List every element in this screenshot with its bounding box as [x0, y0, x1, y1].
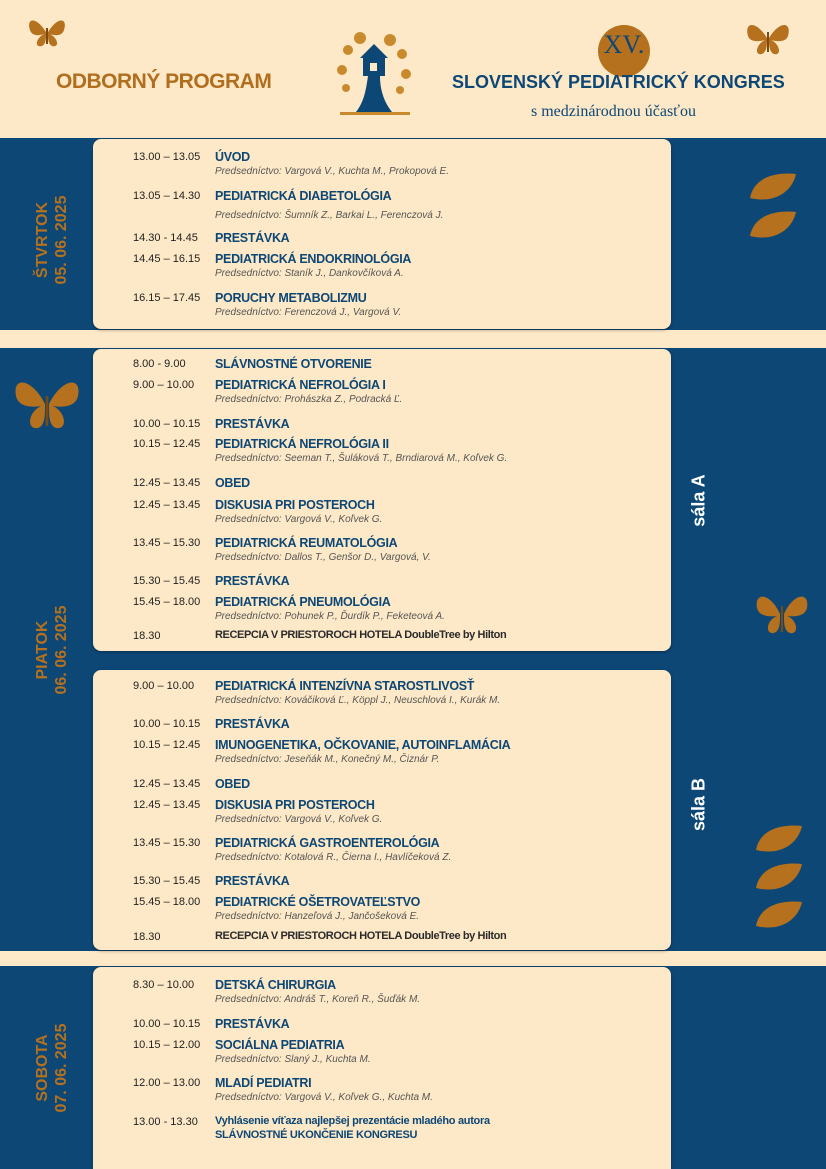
session-title: RECEPCIA V PRIESTOROCH HOTELA DoubleTree by Hilton — [215, 930, 507, 942]
list-item — [133, 799, 653, 827]
list-item — [133, 596, 653, 624]
session-time: 14.30 - 14.45 — [133, 232, 198, 244]
session-title: PEDIATRICKÁ NEFROLÓGIA II — [215, 437, 389, 451]
session-title: SOCIÁLNA PEDIATRIA — [215, 1038, 345, 1052]
list-item — [133, 189, 653, 221]
friday-label — [33, 580, 71, 720]
page-header — [0, 0, 826, 138]
session-time: 10.15 – 12.45 — [133, 739, 201, 751]
session-title: PEDIATRICKÁ DIABETOLÓGIA — [215, 189, 392, 203]
session-chairs: Predsedníctvo: Vargová V., Koľvek G. — [215, 514, 383, 525]
session-time: 18.30 — [133, 630, 161, 642]
session-time: 15.45 – 18.00 — [133, 896, 201, 908]
list-item — [133, 630, 653, 646]
session-time: 10.15 – 12.00 — [133, 1039, 201, 1051]
list-item — [133, 358, 653, 374]
saturday-label — [33, 998, 71, 1138]
session-title: OBED — [215, 476, 250, 490]
session-chairs: Predsedníctvo: Dallos T., Genšor D., Vargová, V. — [215, 552, 431, 563]
session-time: 10.00 – 10.15 — [133, 1018, 201, 1030]
list-item — [133, 418, 653, 434]
session-title: PRESTÁVKA — [215, 231, 290, 245]
leaves-icon — [750, 822, 808, 932]
list-item — [133, 1116, 653, 1146]
session-chairs: Predsedníctvo: Hanzeľová J., Jančošeková E. — [215, 911, 420, 922]
session-time: 10.15 – 12.45 — [133, 438, 201, 450]
session-title: PRESTÁVKA — [215, 574, 290, 588]
session-title: SLÁVNOSTNÉ OTVORENIE — [215, 357, 372, 371]
session-title: Vyhlásenie víťaza najlepšej prezentácie mladého autora — [215, 1115, 490, 1127]
list-item — [133, 253, 653, 281]
list-item — [133, 537, 653, 565]
session-time: 12.45 – 13.45 — [133, 499, 201, 511]
session-chairs: Predsedníctvo: Vargová V., Koľvek G. — [215, 814, 383, 825]
session-chairs: Predsedníctvo: Slaný J., Kuchta M. — [215, 1054, 371, 1065]
list-item — [133, 232, 653, 248]
list-item — [133, 875, 653, 891]
butterfly-icon — [752, 586, 812, 640]
session-time: 8.00 - 9.00 — [133, 358, 186, 370]
session-title: RECEPCIA V PRIESTOROCH HOTELA DoubleTree by Hilton — [215, 629, 507, 641]
session-time: 12.45 – 13.45 — [133, 778, 201, 790]
session-chairs: Predsedníctvo: Jeseňák M., Konečný M., Čiznár P. — [215, 754, 440, 765]
day-name: SOBOTA — [34, 1034, 51, 1102]
session-chairs: Predsedníctvo: Staník J., Dankovčíková A. — [215, 268, 404, 279]
session-title: OBED — [215, 777, 250, 791]
list-item — [133, 438, 653, 466]
room-b-label: sála B — [688, 777, 709, 832]
session-time: 13.00 - 13.30 — [133, 1116, 198, 1128]
edition-number: XV. — [603, 30, 645, 59]
session-time: 12.00 – 13.00 — [133, 1077, 201, 1089]
day-date: 07. 06. 2025 — [53, 1023, 70, 1113]
thursday-label — [33, 170, 71, 310]
day-date: 05. 06. 2025 — [53, 195, 70, 285]
session-time: 15.30 – 15.45 — [133, 875, 201, 887]
list-item — [133, 837, 653, 865]
session-title: PEDIATRICKÁ NEFROLÓGIA I — [215, 378, 386, 392]
list-item — [133, 739, 653, 767]
butterfly-icon — [26, 14, 68, 50]
session-chairs: Predsedníctvo: Vargová V., Koľvek G., Kuchta M. — [215, 1092, 433, 1103]
session-time: 13.05 – 14.30 — [133, 190, 201, 202]
list-item — [133, 499, 653, 527]
session-chairs: Predsedníctvo: Pohunek P., Ďurdík P., Feketeová A. — [215, 611, 445, 622]
session-time: 15.30 – 15.45 — [133, 575, 201, 587]
session-time: 12.45 – 13.45 — [133, 477, 201, 489]
day-date: 06. 06. 2025 — [53, 605, 70, 695]
session-title: PRESTÁVKA — [215, 717, 290, 731]
session-time: 10.00 – 10.15 — [133, 718, 201, 730]
list-item — [133, 718, 653, 734]
program-title: ODBORNÝ PROGRAM — [56, 70, 272, 93]
session-title: DISKUSIA PRI POSTEROCH — [215, 798, 375, 812]
list-item — [133, 1018, 653, 1034]
session-title: MLADÍ PEDIATRI — [215, 1076, 312, 1090]
session-time: 13.45 – 15.30 — [133, 537, 201, 549]
list-item — [133, 575, 653, 591]
session-time: 8.30 – 10.00 — [133, 979, 195, 991]
session-title: PEDIATRICKÁ ENDOKRINOLÓGIA — [215, 252, 412, 266]
butterfly-icon — [10, 370, 84, 436]
session-title: PRESTÁVKA — [215, 417, 290, 431]
session-time: 14.45 – 16.15 — [133, 253, 201, 265]
session-time: 9.00 – 10.00 — [133, 379, 195, 391]
session-time: 13.00 – 13.05 — [133, 151, 201, 163]
session-chairs: Predsedníctvo: Kováčiková Ľ., Köppl J., Neuschlová I., Kurák M. — [215, 695, 501, 706]
session-time: 18.30 — [133, 931, 161, 943]
congress-subtitle: s medzinárodnou účasťou — [531, 103, 697, 120]
session-chairs: Predsedníctvo: Andráš T., Koreň R., Šuďák M. — [215, 994, 421, 1005]
session-title: PRESTÁVKA — [215, 874, 290, 888]
session-title: PEDIATRICKÉ OŠETROVATEĽSTVO — [215, 895, 421, 909]
room-a-label: sála A — [688, 474, 709, 527]
session-title: PORUCHY METABOLIZMU — [215, 291, 367, 305]
treehouse-logo — [330, 28, 416, 120]
session-chairs: Predsedníctvo: Seeman T., Šuláková T., Brndiarová M., Koľvek G. — [215, 453, 508, 464]
list-item — [133, 778, 653, 794]
list-item — [133, 680, 653, 708]
day-name: ŠTVRTOK — [34, 201, 51, 279]
list-item — [133, 379, 653, 407]
day-name: PIATOK — [34, 620, 51, 680]
butterfly-icon — [744, 16, 792, 60]
session-title: DETSKÁ CHIRURGIA — [215, 978, 336, 992]
list-item — [133, 1077, 653, 1105]
list-item — [133, 896, 653, 924]
list-item — [133, 477, 653, 493]
list-item — [133, 292, 653, 320]
session-title: ÚVOD — [215, 150, 250, 164]
session-title: IMUNOGENETIKA, OČKOVANIE, AUTOINFLAMÁCIA — [215, 738, 511, 752]
session-chairs: Predsedníctvo: Kotalová R., Čierna I., Havlíčeková Z. — [215, 852, 452, 863]
session-title: PRESTÁVKA — [215, 1017, 290, 1031]
closing-ceremony: SLÁVNOSTNÉ UKONČENIE KONGRESU — [215, 1129, 418, 1141]
session-title: PEDIATRICKÁ INTENZÍVNA STAROSTLIVOSŤ — [215, 679, 475, 693]
session-chairs: Predsedníctvo: Ferenczová J., Vargová V. — [215, 307, 402, 318]
session-title: PEDIATRICKÁ GASTROENTEROLÓGIA — [215, 836, 440, 850]
session-chairs: Predsedníctvo: Vargová V., Kuchta M., Prokopová E. — [215, 166, 450, 177]
list-item — [133, 931, 653, 947]
leaves-icon — [744, 170, 800, 244]
list-item — [133, 979, 653, 1007]
list-item — [133, 151, 653, 179]
session-title: DISKUSIA PRI POSTEROCH — [215, 498, 375, 512]
session-time: 15.45 – 18.00 — [133, 596, 201, 608]
session-title: PEDIATRICKÁ PNEUMOLÓGIA — [215, 595, 391, 609]
session-title: PEDIATRICKÁ REUMATOLÓGIA — [215, 536, 398, 550]
session-chairs: Predsedníctvo: Prohászka Z., Podracká Ľ. — [215, 394, 403, 405]
session-time: 9.00 – 10.00 — [133, 680, 195, 692]
session-time: 16.15 – 17.45 — [133, 292, 201, 304]
session-time: 12.45 – 13.45 — [133, 799, 201, 811]
congress-title: SLOVENSKÝ PEDIATRICKÝ KONGRES — [452, 72, 785, 92]
session-chairs: Predsedníctvo: Šumník Z., Barkai L., Ferenczová J. — [215, 210, 444, 221]
session-time: 10.00 – 10.15 — [133, 418, 201, 430]
session-time: 13.45 – 15.30 — [133, 837, 201, 849]
list-item — [133, 1039, 653, 1067]
